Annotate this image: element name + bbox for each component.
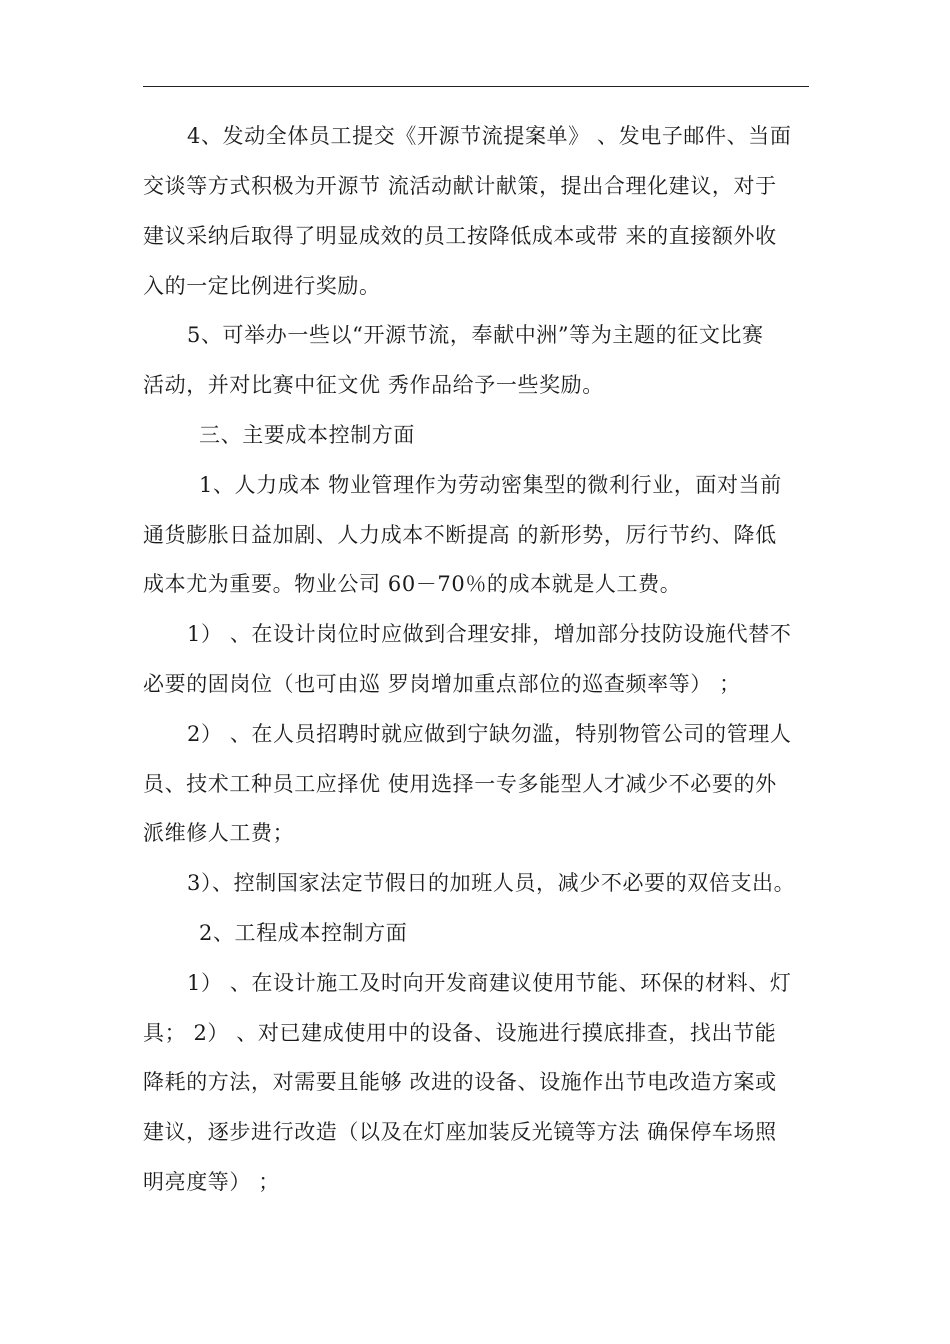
section-heading: 三、主要成本控制方面 <box>199 423 415 447</box>
paragraph-line: 成本尤为重要。物业公司 60－70％的成本就是人工费。 <box>143 572 682 596</box>
paragraph-line: 建议，逐步进行改造（以及在灯座加装反光镜等方法 确保停车场照 <box>143 1120 777 1144</box>
paragraph-line: 1） 、在设计施工及时向开发商建议使用节能、环保的材料、灯 <box>187 971 792 995</box>
paragraph-line: 具； 2） 、对已建成使用中的设备、设施进行摸底排查，找出节能 <box>143 1021 777 1045</box>
paragraph-line: 降耗的方法，对需要且能够 改进的设备、设施作出节电改造方案或 <box>143 1070 777 1094</box>
header-rule <box>143 86 809 87</box>
paragraph-line: 2） 、在人员招聘时就应做到宁缺勿滥，特别物管公司的管理人 <box>187 722 792 746</box>
section-heading: 2、工程成本控制方面 <box>199 921 408 945</box>
paragraph-line: 通货膨胀日益加剧、人力成本不断提高 的新形势，厉行节约、降低 <box>143 523 777 547</box>
paragraph-line: 活动，并对比赛中征文优 秀作品给予一些奖励。 <box>143 373 604 397</box>
paragraph-line: 建议采纳后取得了明显成效的员工按降低成本或带 来的直接额外收 <box>143 224 777 248</box>
paragraph-line: 明亮度等） ； <box>143 1170 280 1194</box>
paragraph-line: 派维修人工费； <box>143 821 295 845</box>
paragraph-line: 1） 、在设计岗位时应做到合理安排，增加部分技防设施代替不 <box>187 622 792 646</box>
paragraph-line: 1、人力成本 物业管理作为劳动密集型的微利行业，面对当前 <box>199 473 782 497</box>
paragraph-line: 必要的固岗位（也可由巡 罗岗增加重点部位的巡查频率等） ； <box>143 672 741 696</box>
paragraph-line: 5、可举办一些以“开源节流，奉献中洲”等为主题的征文比赛 <box>187 323 764 347</box>
paragraph-line: 4、发动全体员工提交《开源节流提案单》 、发电子邮件、当面 <box>187 124 792 148</box>
paragraph-line: 交谈等方式积极为开源节 流活动献计献策，提出合理化建议，对于 <box>143 174 777 198</box>
paragraph-line: 员、技术工种员工应择优 使用选择一专多能型人才减少不必要的外 <box>143 772 777 796</box>
paragraph-line: 3）、控制国家法定节假日的加班人员，减少不必要的双倍支出。 <box>187 871 796 895</box>
paragraph-line: 入的一定比例进行奖励。 <box>143 274 381 298</box>
